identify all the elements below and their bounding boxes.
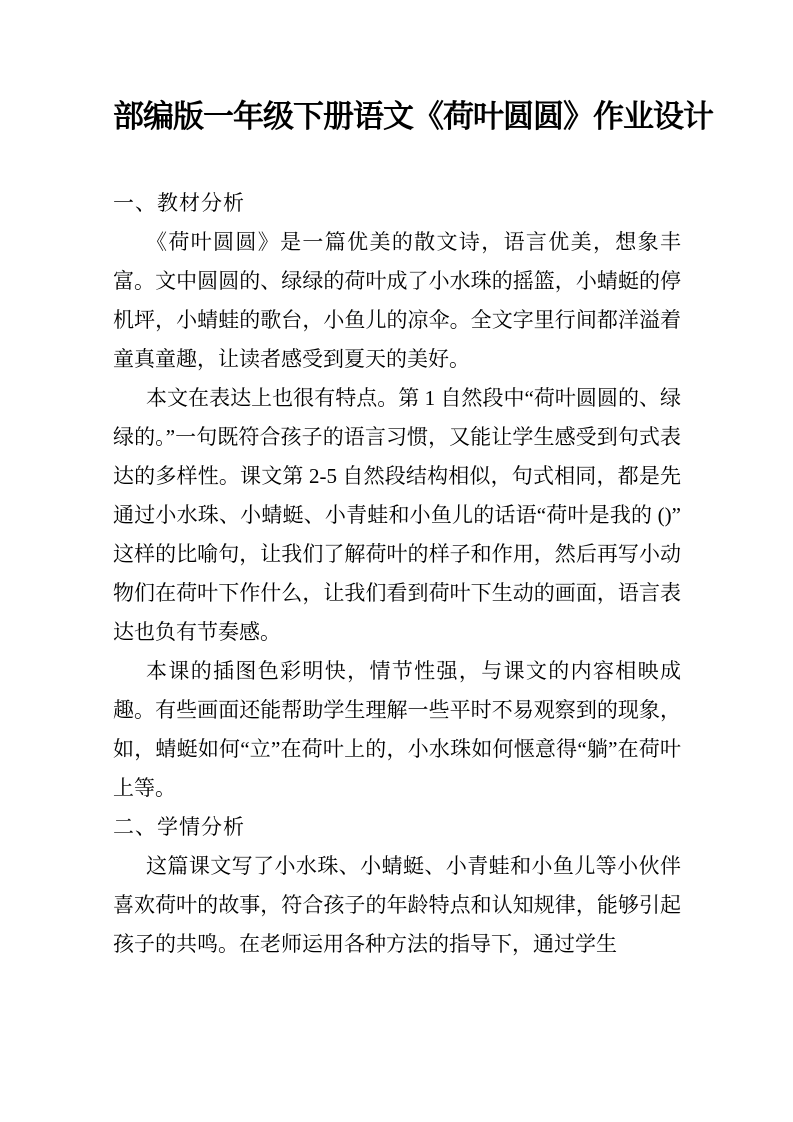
document-body	[113, 184, 681, 964]
paragraph: 这篇课文写了小水珠、小蜻蜓、小青蛙和小鱼儿等小伙伴喜欢荷叶的故事，符合孩子的年龄特点和认知规律，能够引起孩子的共鸣。在老师运用各种方法的指导下，通过学生	[113, 854, 681, 956]
paragraph: 《荷叶圆圆》是一篇优美的散文诗，语言优美，想象丰富。文中圆圆的、绿绿的荷叶成了小水珠的摇篮，小蜻蜓的停机坪，小蜻蛙的歌台，小鱼儿的凉伞。全文字里行间都洋溢着童真童趣，让读者感受到夏天的美好。	[113, 230, 681, 371]
paragraph: 本课的插图色彩明快，情节性强，与课文的内容相映成趣。有些画面还能帮助学生理解一些平时不易观察到的现象，如，蜻蜓如何“立”在荷叶上的，小水珠如何惬意得“躺”在荷叶上等。	[113, 659, 681, 800]
document-title: 部编版一年级下册语文《荷叶圆圆》作业设计	[113, 99, 713, 134]
section-heading-learner-analysis: 二、学情分析	[113, 815, 245, 839]
section-heading-material-analysis: 一、教材分析	[113, 191, 245, 215]
paragraph: 本文在表达上也很有特点。第 1 自然段中“荷叶圆圆的、绿绿的。”一句既符合孩子的语言习惯，又能让学生感受到句式表达的多样性。课文第 2-5 自然段结构相似，句式相同，都是先通过小水珠、小蜻蜓、小青蛙和小鱼儿的话语“荷叶是我的 ()”这样的比喻句，让我们了解荷叶的样子和作用，然后再写小动物们在荷叶下作什么，让我们看到荷叶下生动的画面，语言表达也负有节奏感。	[113, 386, 681, 644]
